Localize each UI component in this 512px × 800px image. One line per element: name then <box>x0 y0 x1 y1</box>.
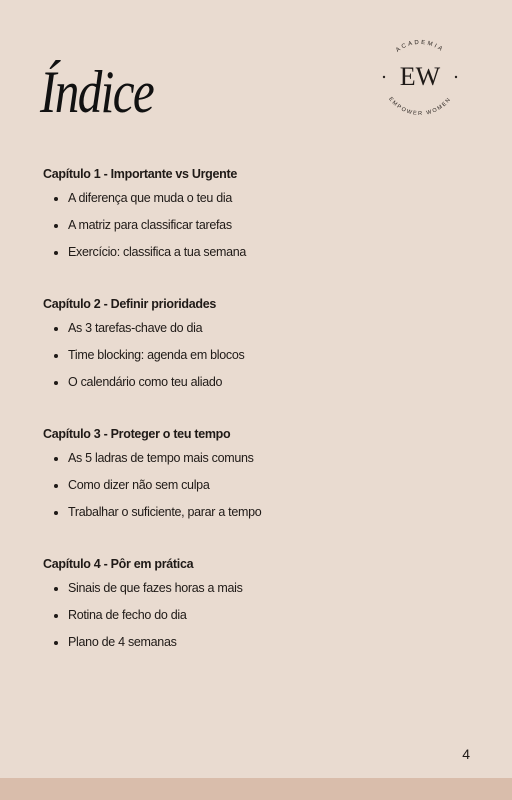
list-item-text: Plano de 4 semanas <box>68 635 177 649</box>
list-item <box>43 239 473 266</box>
list-item <box>43 575 473 602</box>
list-item-text: Time blocking: agenda em blocos <box>68 348 245 362</box>
chapter-items <box>43 315 473 396</box>
bullet-icon <box>54 224 58 228</box>
bullet-icon <box>54 197 58 201</box>
list-item-text: As 5 ladras de tempo mais comuns <box>68 451 254 465</box>
logo-dot-left <box>383 76 385 78</box>
chapter-items <box>43 445 473 526</box>
table-of-contents <box>43 163 473 683</box>
bullet-icon <box>54 457 58 461</box>
logo-top-text: ACADEMIA <box>395 39 445 54</box>
list-item <box>43 629 473 656</box>
list-item <box>43 315 473 342</box>
list-item <box>43 185 473 212</box>
list-item <box>43 342 473 369</box>
logo-bottom-text: EMPOWER WOMEN <box>387 96 453 118</box>
bullet-icon <box>54 587 58 591</box>
chapter-items <box>43 185 473 266</box>
list-item-text: As 3 tarefas-chave do dia <box>68 321 203 335</box>
svg-text:EMPOWER WOMEN <box>387 96 453 117</box>
chapter-title: Capítulo 3 - Proteger o teu tempo <box>43 427 231 441</box>
bullet-icon <box>54 641 58 645</box>
logo-dot-right <box>455 76 457 78</box>
chapter-3 <box>43 423 473 526</box>
list-item-text: O calendário como teu aliado <box>68 375 223 389</box>
bullet-icon <box>54 354 58 358</box>
logo-monogram: EW <box>399 62 441 91</box>
list-item-text: Trabalhar o suficiente, parar a tempo <box>68 505 262 519</box>
list-item-text: Rotina de fecho do dia <box>68 608 187 622</box>
chapter-2 <box>43 293 473 396</box>
bullet-icon <box>54 381 58 385</box>
chapter-1 <box>43 163 473 266</box>
list-item <box>43 212 473 239</box>
bullet-icon <box>54 484 58 488</box>
list-item <box>43 602 473 629</box>
bullet-icon <box>54 511 58 515</box>
chapter-items <box>43 575 473 656</box>
page-title: Índice <box>40 59 154 125</box>
list-item-text: Exercício: classifica a tua semana <box>68 245 247 259</box>
list-item <box>43 369 473 396</box>
chapter-title: Capítulo 2 - Definir prioridades <box>43 297 217 311</box>
bullet-icon <box>54 614 58 618</box>
page-number: 4 <box>462 746 470 762</box>
svg-text:ACADEMIA <box>395 40 445 54</box>
list-item-text: A matriz para classificar tarefas <box>68 218 232 232</box>
logo <box>373 32 467 126</box>
bullet-icon <box>54 251 58 255</box>
list-item <box>43 499 473 526</box>
chapter-title: Capítulo 1 - Importante vs Urgente <box>43 167 237 181</box>
list-item <box>43 445 473 472</box>
list-item-text: Como dizer não sem culpa <box>68 478 210 492</box>
list-item <box>43 472 473 499</box>
chapter-4 <box>43 553 473 656</box>
list-item-text: Sinais de que fazes horas a mais <box>68 581 243 595</box>
bullet-icon <box>54 327 58 331</box>
list-item-text: A diferença que muda o teu dia <box>68 191 233 205</box>
ew-monogram-seal-icon <box>373 32 467 126</box>
footer-band <box>0 778 512 800</box>
chapter-title: Capítulo 4 - Pôr em prática <box>43 557 194 571</box>
